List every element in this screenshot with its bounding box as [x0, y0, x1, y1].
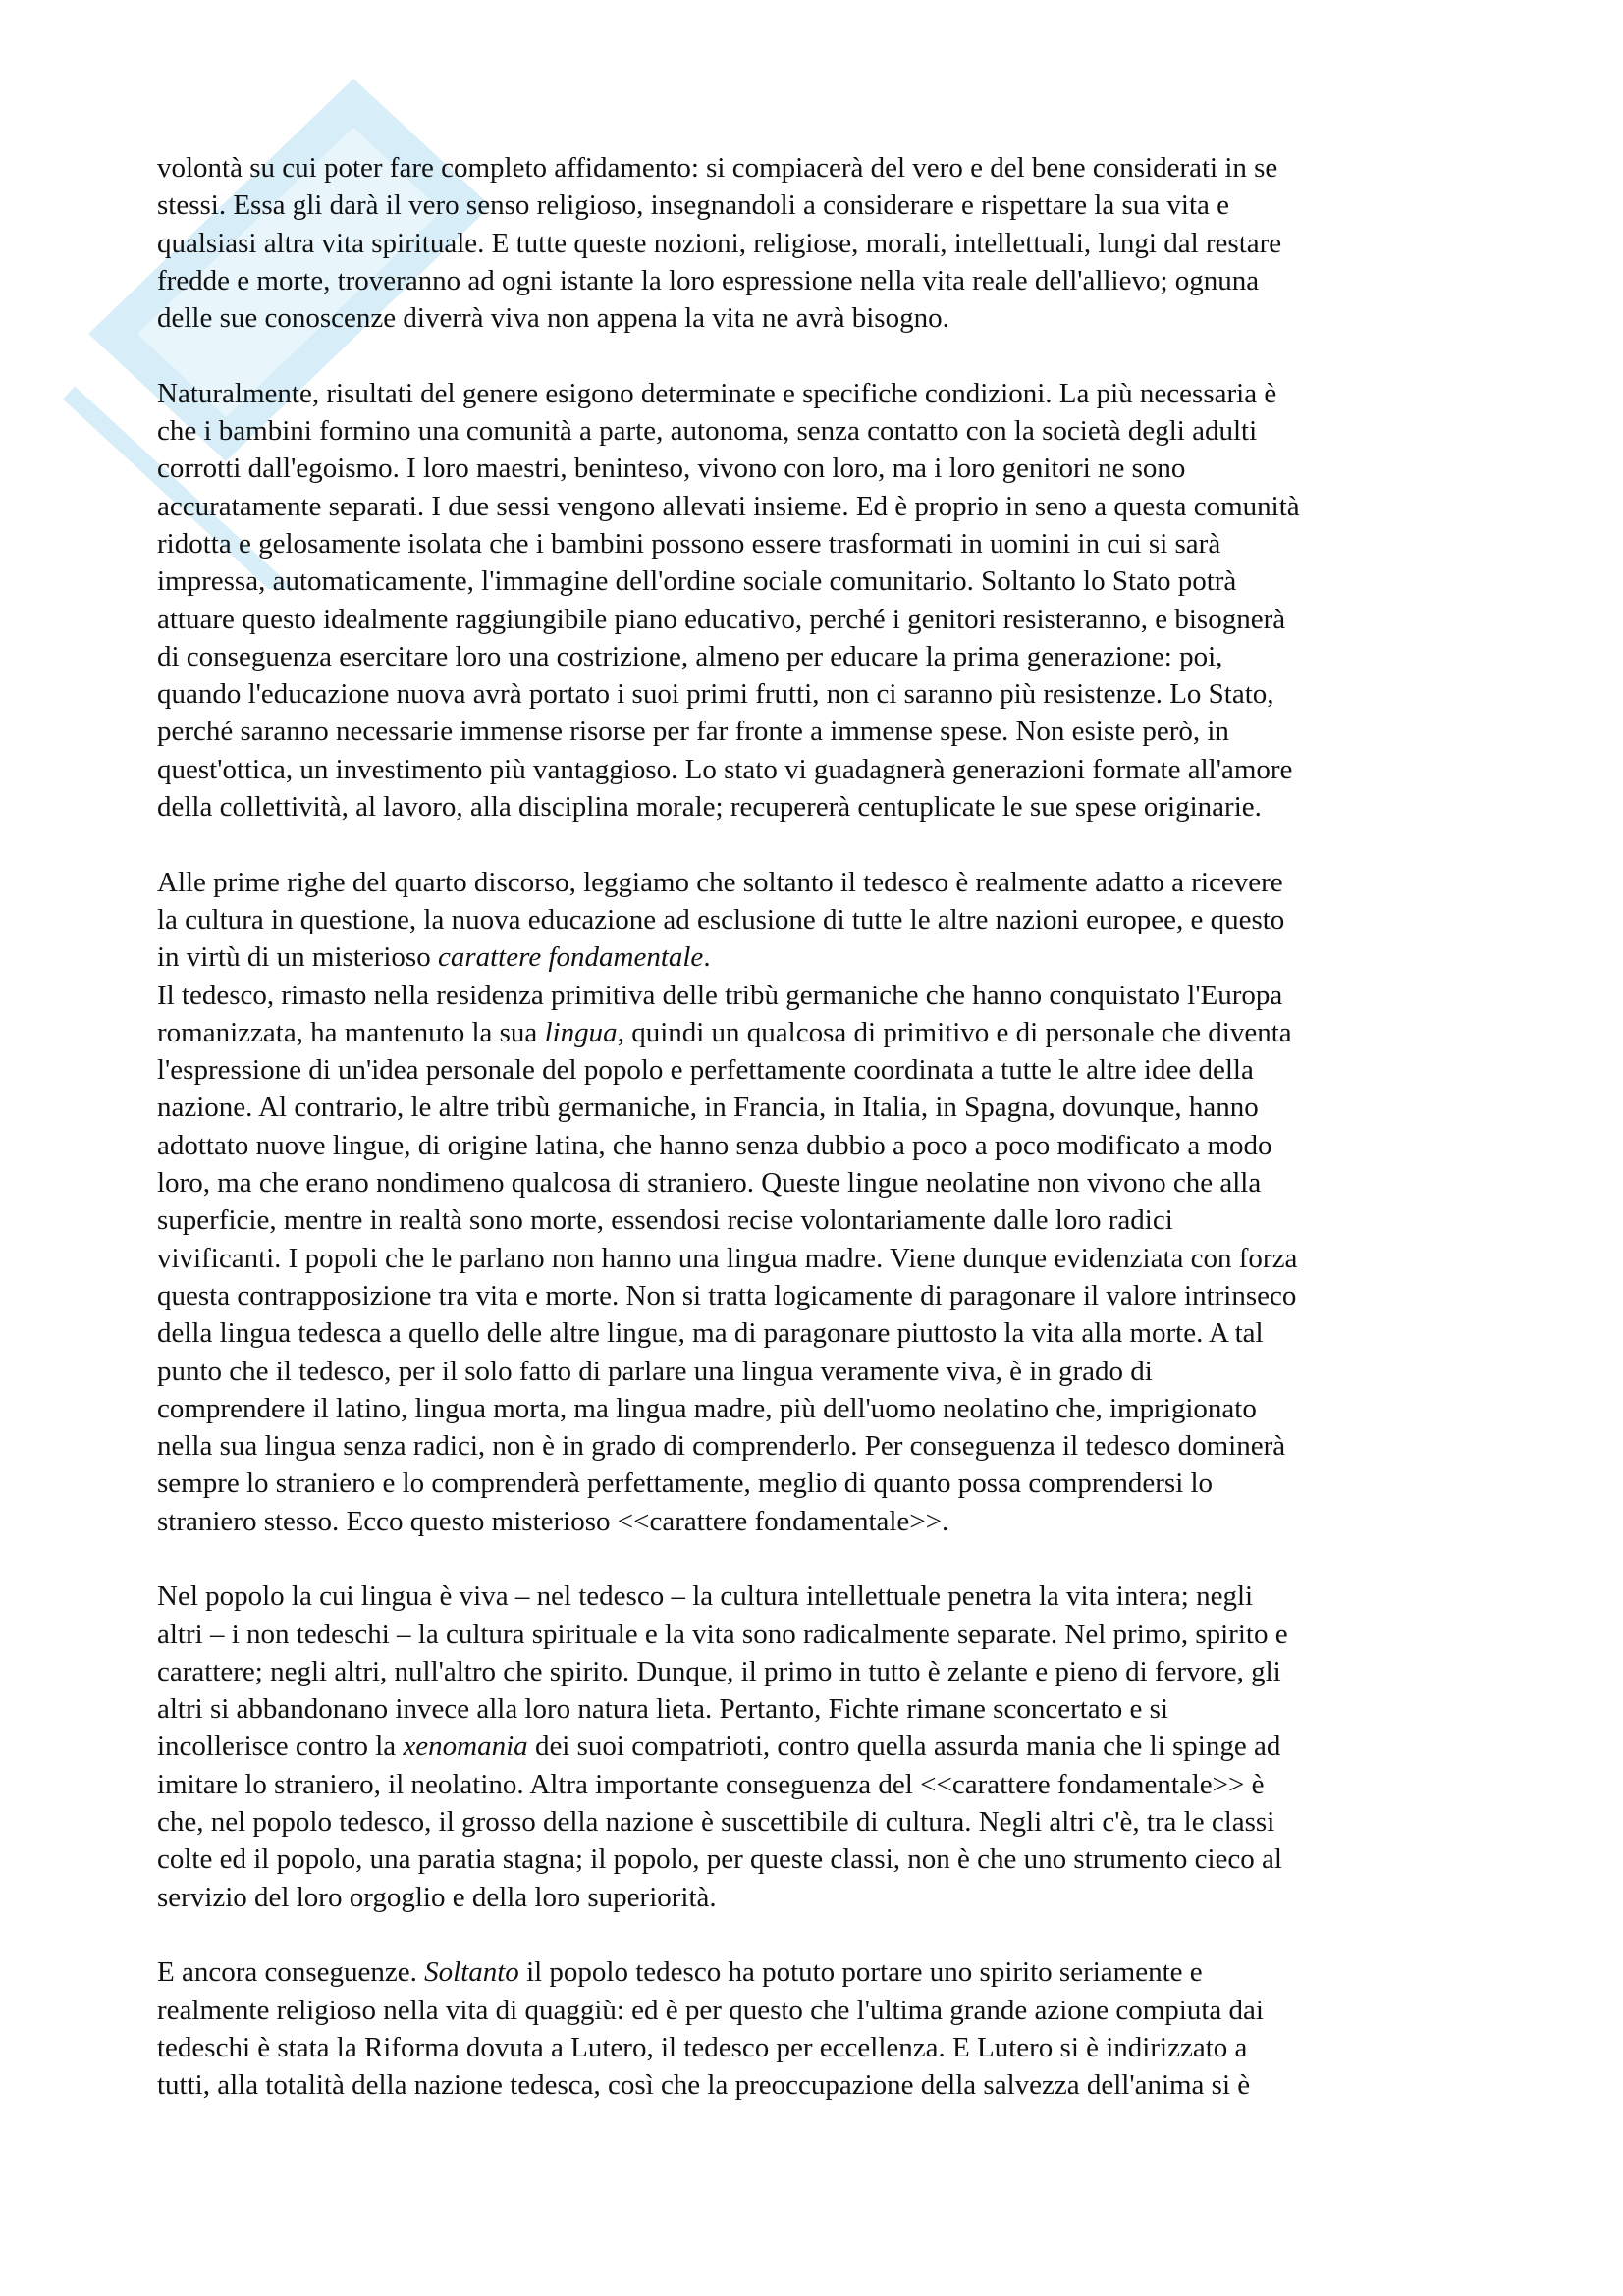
text-line — [157, 1503, 1473, 1540]
text-line — [157, 675, 1473, 713]
italic-text-segment: Soltanto — [424, 1956, 519, 1989]
text-line — [157, 864, 1473, 901]
text-segment: vivificanti. I popoli che le parlano non hanno una lingua madre. Viene dunque evidenziata con forza — [157, 1242, 1298, 1274]
text-line — [157, 1690, 1473, 1728]
paragraph — [157, 375, 1473, 827]
text-segment: sempre lo straniero e lo comprenderà perfettamente, meglio di quanto possa comprendersi lo — [157, 1468, 1214, 1500]
text-line — [157, 1164, 1473, 1201]
text-segment: ridotta e gelosamente isolata che i bambini possono essere trasformati in uomini in cui si sarà — [157, 527, 1221, 560]
paragraph-gap — [157, 1916, 1473, 1953]
text-segment: quando l'educazione nuova avrà portato i suoi primi frutti, non ci saranno più resistenze. Lo Stato, — [157, 678, 1274, 711]
text-segment: questa contrapposizione tra vita e morte. Non si tratta logicamente di paragonare il valore intrinseco — [157, 1279, 1297, 1311]
text-line — [157, 751, 1473, 788]
text-segment: attuare questo idealmente raggiungibile piano educativo, perché i genitori resisteranno, e bisognerà — [157, 603, 1286, 635]
text-segment: imitare lo straniero, il neolatino. Altra importante conseguenza del <<carattere fondamentale>> è — [157, 1768, 1265, 1800]
text-line — [157, 1201, 1473, 1239]
text-segment: il popolo tedesco ha potuto portare uno spirito seriamente e — [518, 1956, 1203, 1989]
paragraph — [157, 1953, 1473, 2104]
text-line — [157, 638, 1473, 675]
text-segment: perché saranno necessarie immense risorse per far fronte a immense spese. Non esiste però, in — [157, 716, 1229, 748]
text-line — [157, 375, 1473, 412]
text-segment: colte ed il popolo, una paratia stagna; il popolo, per queste classi, non è che uno strumento cieco al — [157, 1843, 1282, 1876]
text-line — [157, 488, 1473, 525]
text-line — [157, 149, 1473, 187]
text-segment: tedeschi è stata la Riforma dovuta a Lutero, il tedesco per eccellenza. E Lutero si è indirizzato a — [157, 2031, 1248, 2063]
text-segment: altri si abbandonano invece alla loro natura lieta. Pertanto, Fichte rimane sconcertato e si — [157, 1693, 1168, 1726]
text-line — [157, 1390, 1473, 1427]
text-line — [157, 1314, 1473, 1352]
text-segment: servizio del loro orgoglio e della loro superiorità. — [157, 1881, 717, 1913]
text-segment: che, nel popolo tedesco, il grosso della nazione è suscettibile di cultura. Negli altri c'è, tra le classi — [157, 1806, 1275, 1839]
text-line — [157, 1728, 1473, 1765]
text-segment: della collettività, al lavoro, alla disciplina morale; recupererà centuplicate le sue spese originarie. — [157, 791, 1262, 824]
text-line — [157, 1879, 1473, 1916]
text-line — [157, 788, 1473, 826]
text-segment: carattere; negli altri, null'altro che spirito. Dunque, il primo in tutto è zelante e pieno di fervore, gli — [157, 1655, 1281, 1687]
text-segment: corrotti dall'egoismo. I loro maestri, beninteso, vivono con loro, ma i loro genitori ne sono — [157, 453, 1186, 485]
text-line — [157, 1992, 1473, 2029]
text-segment: Nel popolo la cui lingua è viva – nel tedesco – la cultura intellettuale penetra la vita intera; negli — [157, 1580, 1254, 1613]
text-line — [157, 187, 1473, 224]
text-segment: E ancora conseguenze. — [157, 1956, 425, 1989]
text-segment: qualsiasi altra vita spirituale. E tutte queste nozioni, religiose, morali, intellettuali, lungi dal restare — [157, 227, 1282, 259]
text-line — [157, 1051, 1473, 1089]
text-line — [157, 1803, 1473, 1841]
text-line — [157, 1465, 1473, 1502]
text-segment: altri – i non tedeschi – la cultura spirituale e la vita sono radicalmente separate. Nel primo, spirito e — [157, 1618, 1288, 1650]
italic-text-segment: lingua — [544, 1016, 618, 1048]
text-segment: Il tedesco, rimasto nella residenza primitiva delle tribù germaniche che hanno conquistato l'Europa — [157, 979, 1283, 1011]
italic-text-segment: xenomania — [403, 1731, 528, 1763]
text-segment: tutti, alla totalità della nazione tedesca, così che la preoccupazione della salvezza dell'anima si è — [157, 2069, 1251, 2102]
text-segment: realmente religioso nella vita di quaggiù: ed è per questo che l'ultima grande azione compiuta dai — [157, 1994, 1264, 2026]
text-segment: punto che il tedesco, per il solo fatto di parlare una lingua veramente viva, è in grado di — [157, 1355, 1153, 1387]
paragraph-gap — [157, 337, 1473, 374]
italic-text-segment: carattere fondamentale — [437, 941, 704, 974]
text-line — [157, 1240, 1473, 1277]
text-segment: incollerisce contro la — [157, 1731, 404, 1763]
text-line — [157, 2066, 1473, 2104]
text-line — [157, 1089, 1473, 1126]
text-line — [157, 299, 1473, 337]
text-line — [157, 262, 1473, 299]
text-segment: di conseguenza esercitare loro una costrizione, almeno per educare la prima generazione: poi, — [157, 640, 1223, 672]
text-segment: della lingua tedesca a quello delle altre lingue, ma di paragonare piuttosto la vita alla morte. A tal — [157, 1317, 1264, 1350]
text-line — [157, 1353, 1473, 1390]
text-segment: comprendere il latino, lingua morta, ma lingua madre, più dell'uomo neolatino che, imprigionato — [157, 1392, 1257, 1424]
text-line — [157, 1577, 1473, 1615]
text-line — [157, 1653, 1473, 1690]
text-segment: quest'ottica, un investimento più vantaggioso. Lo stato vi guadagnerà generazioni formate all'amore — [157, 753, 1293, 785]
text-line — [157, 938, 1473, 976]
text-line — [157, 977, 1473, 1014]
text-segment: fredde e morte, troveranno ad ogni istante la loro espressione nella vita reale dell'allievo; ognuna — [157, 264, 1260, 296]
text-line — [157, 901, 1473, 938]
text-segment: l'espressione di un'idea personale del popolo e perfettamente coordinata a tutte le altre idee della — [157, 1054, 1254, 1087]
text-segment: nella sua lingua senza radici, non è in grado di comprenderlo. Per conseguenza il tedesco dominerà — [157, 1430, 1286, 1463]
paragraph-gap — [157, 1540, 1473, 1577]
text-line — [157, 225, 1473, 262]
text-segment: romanizzata, ha mantenuto la sua — [157, 1016, 545, 1048]
text-line — [157, 1127, 1473, 1164]
text-line — [157, 1277, 1473, 1314]
text-segment: , quindi un qualcosa di primitivo e di personale che diventa — [617, 1016, 1292, 1048]
text-segment: adottato nuove lingue, di origine latina, che hanno senza dubbio a poco a poco modificato a modo — [157, 1129, 1272, 1161]
text-segment: loro, ma che erano nondimeno qualcosa di straniero. Queste lingue neolatine non vivono che alla — [157, 1167, 1262, 1200]
text-segment: straniero stesso. Ecco questo misterioso <<carattere fondamentale>>. — [157, 1505, 949, 1537]
text-segment: dei suoi compatrioti, contro quella assurda mania che li spinge ad — [527, 1731, 1281, 1763]
text-segment: superficie, mentre in realtà sono morte, essendosi recise volontariamente dalle loro radici — [157, 1204, 1173, 1237]
text-line — [157, 1841, 1473, 1878]
text-line — [157, 1616, 1473, 1653]
text-line — [157, 412, 1473, 450]
text-segment: la cultura in questione, la nuova educazione ad esclusione di tutte le altre nazioni europee, e questo — [157, 903, 1285, 935]
text-line — [157, 1014, 1473, 1051]
paragraph — [157, 149, 1473, 337]
paragraph-gap — [157, 826, 1473, 863]
text-line — [157, 1427, 1473, 1465]
text-segment: accuratamente separati. I due sessi vengono allevati insieme. Ed è proprio in seno a questa comunità — [157, 490, 1300, 522]
text-segment: in virtù di un misterioso — [157, 941, 438, 974]
text-line — [157, 2029, 1473, 2066]
text-line — [157, 525, 1473, 562]
text-line — [157, 601, 1473, 638]
text-segment: Naturalmente, risultati del genere esigono determinate e specifiche condizioni. La più necessaria è — [157, 377, 1277, 409]
text-line — [157, 562, 1473, 600]
text-segment: impressa, automaticamente, l'immagine dell'ordine sociale comunitario. Soltanto lo Stato potrà — [157, 565, 1237, 598]
text-line — [157, 713, 1473, 750]
text-segment: . — [703, 941, 711, 974]
text-segment: nazione. Al contrario, le altre tribù germaniche, in Francia, in Italia, in Spagna, dovunque, hanno — [157, 1092, 1259, 1124]
text-segment: volontà su cui poter fare completo affidamento: si compiacerà del vero e del bene considerati in se — [157, 152, 1278, 184]
text-line — [157, 1953, 1473, 1991]
text-segment: stessi. Essa gli darà il vero senso religioso, insegnandoli a considerare e rispettare la sua vita e — [157, 189, 1230, 222]
text-line — [157, 1766, 1473, 1803]
document-text-body — [157, 149, 1473, 2104]
text-segment: Alle prime righe del quarto discorso, leggiamo che soltanto il tedesco è realmente adatto a ricevere — [157, 866, 1283, 898]
paragraph — [157, 1577, 1473, 1916]
text-segment: che i bambini formino una comunità a parte, autonoma, senza contatto con la società degli adulti — [157, 415, 1258, 448]
text-line — [157, 450, 1473, 487]
text-segment: delle sue conoscenze diverrà viva non appena la vita ne avrà bisogno. — [157, 302, 949, 335]
paragraph — [157, 864, 1473, 1540]
